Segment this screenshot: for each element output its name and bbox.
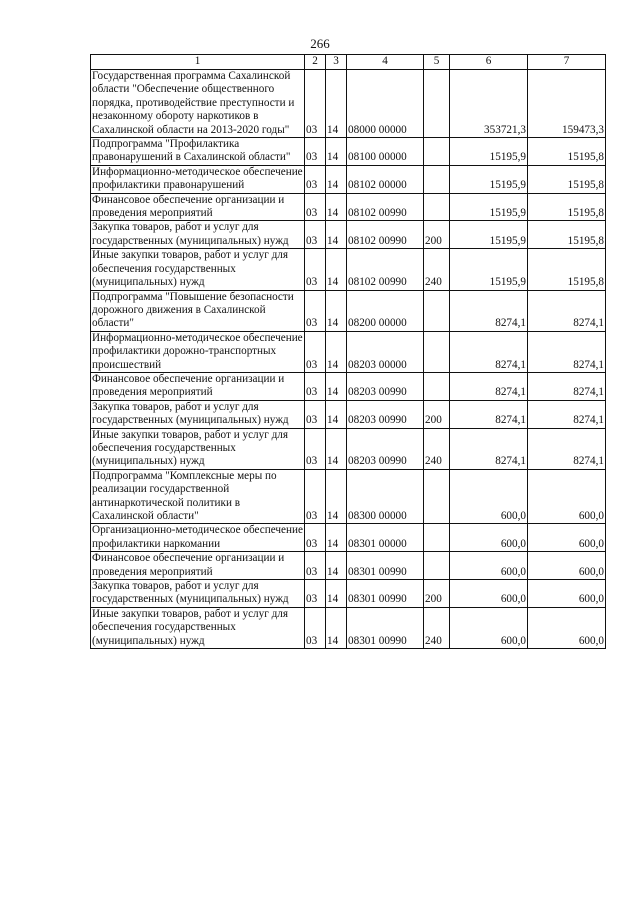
- row-amount-col6: 600,0: [450, 552, 528, 580]
- row-name: Подпрограмма "Комплексные меры по реализации государственной антинаркотической политики в Сахалинской области": [91, 469, 305, 524]
- row-subsection: 14: [326, 165, 347, 193]
- table-row: [91, 607, 606, 648]
- row-subsection: 14: [326, 469, 347, 524]
- row-expense-type: [424, 165, 450, 193]
- table-row: [91, 165, 606, 193]
- row-section: 03: [305, 290, 326, 331]
- row-amount-col6: 600,0: [450, 469, 528, 524]
- table-row: [91, 138, 606, 166]
- row-section: 03: [305, 70, 326, 138]
- row-amount-col7: 15195,8: [528, 221, 606, 249]
- row-section: 03: [305, 400, 326, 428]
- row-amount-col6: 15195,9: [450, 193, 528, 221]
- table-row: [91, 193, 606, 221]
- header-col-7: 7: [528, 55, 606, 70]
- table-row: [91, 580, 606, 608]
- row-amount-col6: 15195,9: [450, 249, 528, 290]
- row-subsection: 14: [326, 193, 347, 221]
- table-row: [91, 524, 606, 552]
- row-target-article: 08301 00990: [347, 552, 424, 580]
- row-amount-col6: 8274,1: [450, 372, 528, 400]
- row-target-article: 08100 00000: [347, 138, 424, 166]
- row-subsection: 14: [326, 372, 347, 400]
- row-name: Иные закупки товаров, работ и услуг для обеспечения государственных (муниципальных) нужд: [91, 249, 305, 290]
- row-name: Информационно-методическое обеспечение профилактики дорожно-транспортных происшествий: [92, 331, 303, 371]
- row-name: Иные закупки товаров, работ и услуг для обеспечения государственных (муниципальных) нужд: [91, 607, 305, 648]
- row-expense-type: [424, 331, 450, 372]
- row-amount-col6: 8274,1: [450, 331, 528, 372]
- row-target-article: 08203 00990: [347, 400, 424, 428]
- header-col-3: 3: [326, 55, 347, 70]
- table-row: [91, 469, 606, 524]
- row-target-article: 08102 00000: [347, 165, 424, 193]
- row-subsection: 14: [326, 290, 347, 331]
- header-col-2: 2: [305, 55, 326, 70]
- header-col-4: 4: [347, 55, 424, 70]
- row-section: 03: [305, 249, 326, 290]
- row-target-article: 08000 00000: [347, 70, 424, 138]
- table-row: [91, 428, 606, 469]
- row-section: 03: [305, 372, 326, 400]
- row-section: 03: [305, 331, 326, 372]
- row-section: 03: [305, 428, 326, 469]
- row-amount-col6: 600,0: [450, 607, 528, 648]
- row-subsection: 14: [326, 428, 347, 469]
- row-name: Подпрограмма "Повышение безопасности дорожного движения в Сахалинской области": [91, 290, 305, 331]
- row-section: 03: [305, 580, 326, 608]
- row-amount-col7: 8274,1: [528, 428, 606, 469]
- row-amount-col7: 8274,1: [528, 372, 606, 400]
- table-row: [91, 331, 606, 372]
- row-amount-col6: 8274,1: [450, 290, 528, 331]
- row-target-article: 08203 00000: [347, 331, 424, 372]
- row-name: Финансовое обеспечение организации и проведения мероприятий: [91, 372, 305, 400]
- row-amount-col7: 600,0: [528, 580, 606, 608]
- page-number: 266: [310, 36, 330, 51]
- row-subsection: 14: [326, 138, 347, 166]
- row-expense-type: 240: [424, 428, 450, 469]
- row-amount-col7: 15195,8: [528, 165, 606, 193]
- row-amount-col7: 600,0: [528, 469, 606, 524]
- header-col-6: 6: [450, 55, 528, 70]
- row-expense-type: [424, 193, 450, 221]
- row-target-article: 08301 00000: [347, 524, 424, 552]
- row-subsection: 14: [326, 552, 347, 580]
- header-col-1: 1: [91, 55, 305, 70]
- row-expense-type: 200: [424, 580, 450, 608]
- row-name: Закупка товаров, работ и услуг для государственных (муниципальных) нужд: [91, 580, 305, 608]
- row-target-article: 08301 00990: [347, 580, 424, 608]
- table-row: [91, 552, 606, 580]
- row-section: 03: [305, 524, 326, 552]
- row-target-article: 08301 00990: [347, 607, 424, 648]
- row-name: Организационно-методическое обеспечение профилактики наркомании: [92, 524, 303, 550]
- row-section: 03: [305, 552, 326, 580]
- row-target-article: 08203 00990: [347, 372, 424, 400]
- row-target-article: 08203 00990: [347, 428, 424, 469]
- row-name: Закупка товаров, работ и услуг для государственных (муниципальных) нужд: [91, 400, 305, 428]
- row-expense-type: [424, 70, 450, 138]
- row-amount-col7: 600,0: [528, 607, 606, 648]
- row-amount-col7: 159473,3: [528, 70, 606, 138]
- row-target-article: 08102 00990: [347, 221, 424, 249]
- row-name: Финансовое обеспечение организации и проведения мероприятий: [91, 552, 305, 580]
- row-expense-type: [424, 372, 450, 400]
- row-name: Иные закупки товаров, работ и услуг для обеспечения государственных (муниципальных) нужд: [91, 428, 305, 469]
- budget-table: [90, 54, 606, 649]
- row-expense-type: 200: [424, 400, 450, 428]
- row-expense-type: [424, 138, 450, 166]
- row-name: Государственная программа Сахалинской области "Обеспечение общественного порядка, противодействие преступности и незаконному обороту наркотиков в Сахалинской области на 2013-2020 годы": [91, 70, 305, 138]
- row-amount-col6: 8274,1: [450, 400, 528, 428]
- row-subsection: 14: [326, 524, 347, 552]
- row-subsection: 14: [326, 70, 347, 138]
- row-subsection: 14: [326, 580, 347, 608]
- row-target-article: 08200 00000: [347, 290, 424, 331]
- row-subsection: 14: [326, 607, 347, 648]
- row-section: 03: [305, 607, 326, 648]
- row-amount-col7: 8274,1: [528, 400, 606, 428]
- table-row: [91, 249, 606, 290]
- row-section: 03: [305, 193, 326, 221]
- row-section: 03: [305, 469, 326, 524]
- row-name: Подпрограмма "Профилактика правонарушений в Сахалинской области": [91, 138, 305, 166]
- row-name: Закупка товаров, работ и услуг для государственных (муниципальных) нужд: [91, 221, 305, 249]
- row-amount-col6: 15195,9: [450, 165, 528, 193]
- row-target-article: 08102 00990: [347, 249, 424, 290]
- table-row: [91, 70, 606, 138]
- table-row: [91, 221, 606, 249]
- row-expense-type: 240: [424, 607, 450, 648]
- row-amount-col7: 8274,1: [528, 290, 606, 331]
- row-expense-type: [424, 524, 450, 552]
- row-section: 03: [305, 138, 326, 166]
- row-amount-col7: 600,0: [528, 524, 606, 552]
- row-subsection: 14: [326, 249, 347, 290]
- row-expense-type: 200: [424, 221, 450, 249]
- row-section: 03: [305, 221, 326, 249]
- row-expense-type: 240: [424, 249, 450, 290]
- row-section: 03: [305, 165, 326, 193]
- row-subsection: 14: [326, 221, 347, 249]
- row-expense-type: [424, 290, 450, 331]
- row-amount-col7: 15195,8: [528, 193, 606, 221]
- table-row: [91, 400, 606, 428]
- row-amount-col7: 15195,8: [528, 138, 606, 166]
- table-row: [91, 372, 606, 400]
- row-amount-col7: 8274,1: [528, 331, 606, 372]
- header-col-5: 5: [424, 55, 450, 70]
- row-target-article: 08102 00990: [347, 193, 424, 221]
- row-amount-col6: 8274,1: [450, 428, 528, 469]
- row-subsection: 14: [326, 331, 347, 372]
- row-target-article: 08300 00000: [347, 469, 424, 524]
- row-name: Финансовое обеспечение организации и проведения мероприятий: [91, 193, 305, 221]
- header-row: [91, 55, 606, 70]
- row-amount-col7: 600,0: [528, 552, 606, 580]
- row-amount-col6: 15195,9: [450, 138, 528, 166]
- row-expense-type: [424, 552, 450, 580]
- row-amount-col6: 353721,3: [450, 70, 528, 138]
- row-amount-col6: 600,0: [450, 580, 528, 608]
- row-amount-col6: 15195,9: [450, 221, 528, 249]
- row-expense-type: [424, 469, 450, 524]
- row-amount-col7: 15195,8: [528, 249, 606, 290]
- row-subsection: 14: [326, 400, 347, 428]
- row-amount-col6: 600,0: [450, 524, 528, 552]
- table-row: [91, 290, 606, 331]
- row-name: Информационно-методическое обеспечение профилактики правонарушений: [92, 165, 303, 192]
